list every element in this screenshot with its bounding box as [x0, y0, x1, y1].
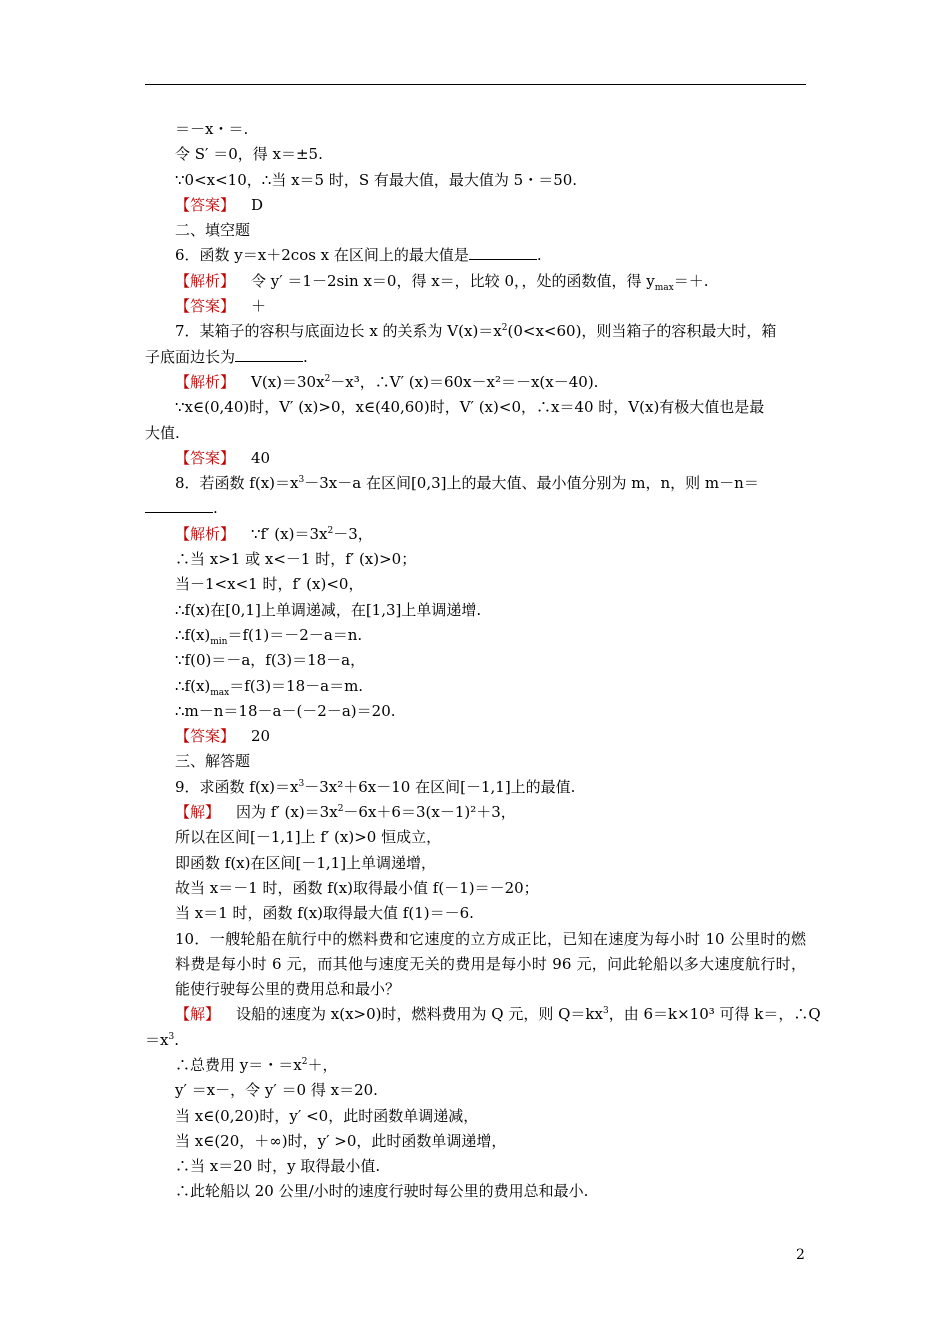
- text-line: [145, 825, 806, 850]
- answer-tag: 【答案】: [175, 297, 236, 316]
- line-text: D: [251, 195, 264, 214]
- text-line: [145, 218, 806, 243]
- line-text: ∵f(0)＝－a，f(3)＝18－a，: [175, 651, 366, 670]
- text-line: [145, 1078, 806, 1103]
- text-line: [145, 294, 806, 319]
- line-text-tail: ＋，: [307, 1055, 338, 1074]
- problem-10-text: 10．一艘轮船在航行中的燃料费和它速度的立方成正比，已知在速度为每小时 10 公里时的燃料费是每小时 6 元，而其他与速度无关的费用是每小时 96 元，问此轮船以多大速度航行时，能使行驶每公里的费用总和最小？: [175, 929, 806, 999]
- superscript: 2: [337, 804, 344, 815]
- text-line: [145, 1179, 806, 1204]
- line-text: 9．求函数 f(x)＝x: [175, 777, 299, 796]
- line-text: 当 x＝1 时，函数 f(x)取得最大值 f(1)＝－6.: [175, 904, 474, 923]
- line-text: ∴当 x＝20 时，y 取得最小值.: [175, 1157, 381, 1176]
- line-text-tail: .: [213, 499, 218, 518]
- text-line: [145, 193, 806, 218]
- text-line: [145, 471, 806, 496]
- text-line: [145, 1104, 806, 1129]
- line-text: y′ ＝x－，令 y′ ＝0 得 x＝20.: [175, 1081, 378, 1100]
- text-line: [145, 496, 806, 521]
- superscript: 3: [168, 1031, 175, 1042]
- answer-tag: 【解析】: [175, 372, 236, 391]
- subscript: max: [654, 282, 674, 293]
- text-line: [145, 370, 806, 395]
- line-text-tail: －6x＋6＝3(x－1)²＋3，: [343, 803, 516, 822]
- solution-block-b: [145, 1002, 821, 1204]
- text-line: [145, 547, 806, 572]
- text-line: [145, 395, 806, 420]
- line-text: 即函数 f(x)在区间[－1,1]上单调递增，: [175, 853, 437, 872]
- answer-tag: 【答案】: [175, 195, 236, 214]
- line-text: ∵0<x<10，∴当 x＝5 时，S 有最大值，最大值为 5・＝50.: [175, 170, 578, 189]
- line-text-tail: ，由 6＝k×10³ 可得 k＝，∴Q: [608, 1005, 821, 1024]
- line-text: ＝x: [145, 1030, 169, 1049]
- line-text: 8．若函数 f(x)＝x: [175, 474, 299, 493]
- line-text: ＝－x・＝.: [175, 120, 249, 138]
- line-text: 设船的速度为 x(x>0)时，燃料费用为 Q 元，则 Q＝kx: [236, 1005, 603, 1024]
- text-line: [145, 168, 806, 193]
- text-line: [145, 572, 806, 597]
- line-text: V(x)＝30x: [251, 372, 325, 391]
- answer-tag: 【解】: [175, 1005, 221, 1024]
- line-text-tail: .: [536, 246, 542, 265]
- text-line: [145, 598, 806, 623]
- page-number: 2: [796, 1247, 805, 1263]
- line-text: 当－1<x<1 时，f′ (x)<0，: [175, 575, 364, 594]
- text-line: [145, 522, 806, 547]
- header-rule: [145, 84, 806, 85]
- line-text: ∴此轮船以 20 公里/小时的速度行驶时每公里的费用总和最小.: [175, 1182, 589, 1201]
- text-line: [145, 1028, 806, 1053]
- line-text-tail: ＝＋.: [673, 271, 709, 290]
- text-line: [145, 1053, 806, 1078]
- superscript: 3: [602, 1006, 609, 1017]
- answer-tag: 【解】: [175, 803, 221, 822]
- line-text: 令 S′ ＝0，得 x＝±5.: [175, 145, 323, 164]
- line-text-tail: －3，: [333, 524, 373, 543]
- line-text: ∵f′ (x)＝3x: [251, 524, 328, 543]
- line-text-tail: ＝f(1)＝－2－a＝n.: [227, 625, 363, 644]
- answer-tag: 【解析】: [175, 271, 236, 290]
- answer-tag: 【解析】: [175, 524, 236, 543]
- superscript: 2: [301, 1056, 308, 1067]
- text-line: [145, 345, 806, 370]
- solution-block-a: [145, 117, 806, 927]
- superscript: 3: [298, 778, 305, 789]
- text-line: [145, 319, 806, 344]
- line-text-tail: －3x－a 在区间[0,3]上的最大值、最小值分别为 m，n，则 m－n＝: [304, 474, 759, 493]
- line-text: ∴f(x)在[0,1]上单调递减，在[1,3]上单调递增.: [175, 600, 482, 619]
- line-text-tail: (0<x<60)，则当箱子的容积最大时，箱: [507, 322, 777, 341]
- line-text: ∴m－n＝18－a－(－2－a)＝20.: [175, 701, 396, 720]
- line-text: 6．函数 y＝x＋2cos x 在区间上的最大值是: [175, 246, 469, 265]
- text-line: [145, 1002, 821, 1027]
- line-text: 三、解答题: [175, 752, 251, 771]
- text-line: [145, 1154, 806, 1179]
- subscript: max: [210, 687, 230, 698]
- line-text-tail: －x³，∴V′ (x)＝60x－x²＝－x(x－40).: [330, 372, 599, 391]
- text-line: [145, 1129, 806, 1154]
- line-text: ＋: [251, 297, 267, 316]
- line-text: 子底面边长为: [145, 347, 236, 366]
- answer-tag: 【答案】: [175, 727, 236, 746]
- fill-blank: [235, 349, 303, 362]
- text-line: [145, 623, 806, 648]
- fill-blank: [469, 247, 537, 260]
- text-line: [145, 648, 806, 673]
- text-line: [145, 142, 806, 167]
- line-text: 当 x∈(0,20)时，y′ <0，此时函数单调递减，: [175, 1106, 479, 1125]
- superscript: 2: [324, 373, 331, 384]
- superscript: 2: [501, 323, 508, 334]
- line-text: ∴f(x): [175, 676, 211, 695]
- document-body: [145, 117, 821, 1205]
- fill-blank: [145, 500, 213, 513]
- text-line: [145, 876, 806, 901]
- line-text: 所以在区间[－1,1]上 f′ (x)>0 恒成立，: [175, 828, 442, 847]
- text-line: [145, 749, 806, 774]
- line-text: ∴f(x): [175, 625, 211, 644]
- superscript: 3: [298, 475, 305, 486]
- answer-tag: 【答案】: [175, 448, 236, 467]
- line-text-tail: .: [303, 347, 308, 366]
- line-text: 7．某箱子的容积与底面边长 x 的关系为 V(x)＝x: [175, 322, 502, 341]
- line-text: 因为 f′ (x)＝3x: [236, 803, 338, 822]
- subscript: min: [210, 636, 228, 647]
- text-line: [145, 724, 806, 749]
- line-text: 20: [251, 727, 271, 746]
- line-text: ∴当 x>1 或 x<－1 时，f′ (x)>0；: [175, 550, 417, 569]
- line-text-tail: .: [174, 1030, 179, 1049]
- text-line: [145, 243, 806, 268]
- superscript: 2: [327, 525, 334, 536]
- text-line: [145, 775, 806, 800]
- line-text: 二、填空题: [175, 221, 251, 240]
- line-text: 40: [251, 448, 271, 467]
- text-line: [145, 699, 806, 724]
- text-line: [145, 421, 806, 446]
- line-text-tail: －3x²＋6x－10 在区间[－1,1]上的最值.: [304, 777, 576, 796]
- line-text: 故当 x＝－1 时，函数 f(x)取得最小值 f(－1)＝－20；: [175, 878, 539, 897]
- text-line: [145, 800, 806, 825]
- text-line: [145, 269, 806, 294]
- line-text: ∵x∈(0,40)时，V′ (x)>0，x∈(40,60)时，V′ (x)<0，∴x＝40 时，V(x)有极大值也是最: [175, 398, 765, 417]
- text-line: [145, 446, 806, 471]
- text-line: [145, 117, 806, 142]
- text-line: [145, 674, 806, 699]
- line-text: 大值.: [145, 423, 180, 442]
- text-line: [145, 851, 806, 876]
- text-line: [145, 901, 806, 926]
- line-text-tail: ＝f(3)＝18－a＝m.: [229, 676, 364, 695]
- line-text: 当 x∈(20，＋∞)时，y′ >0，此时函数单调递增，: [175, 1131, 507, 1150]
- line-text: ∴总费用 y＝・＝x: [175, 1055, 302, 1074]
- line-text: 令 y′ ＝1－2sin x＝0，得 x＝，比较 0，，处的函数值，得 y: [251, 271, 655, 290]
